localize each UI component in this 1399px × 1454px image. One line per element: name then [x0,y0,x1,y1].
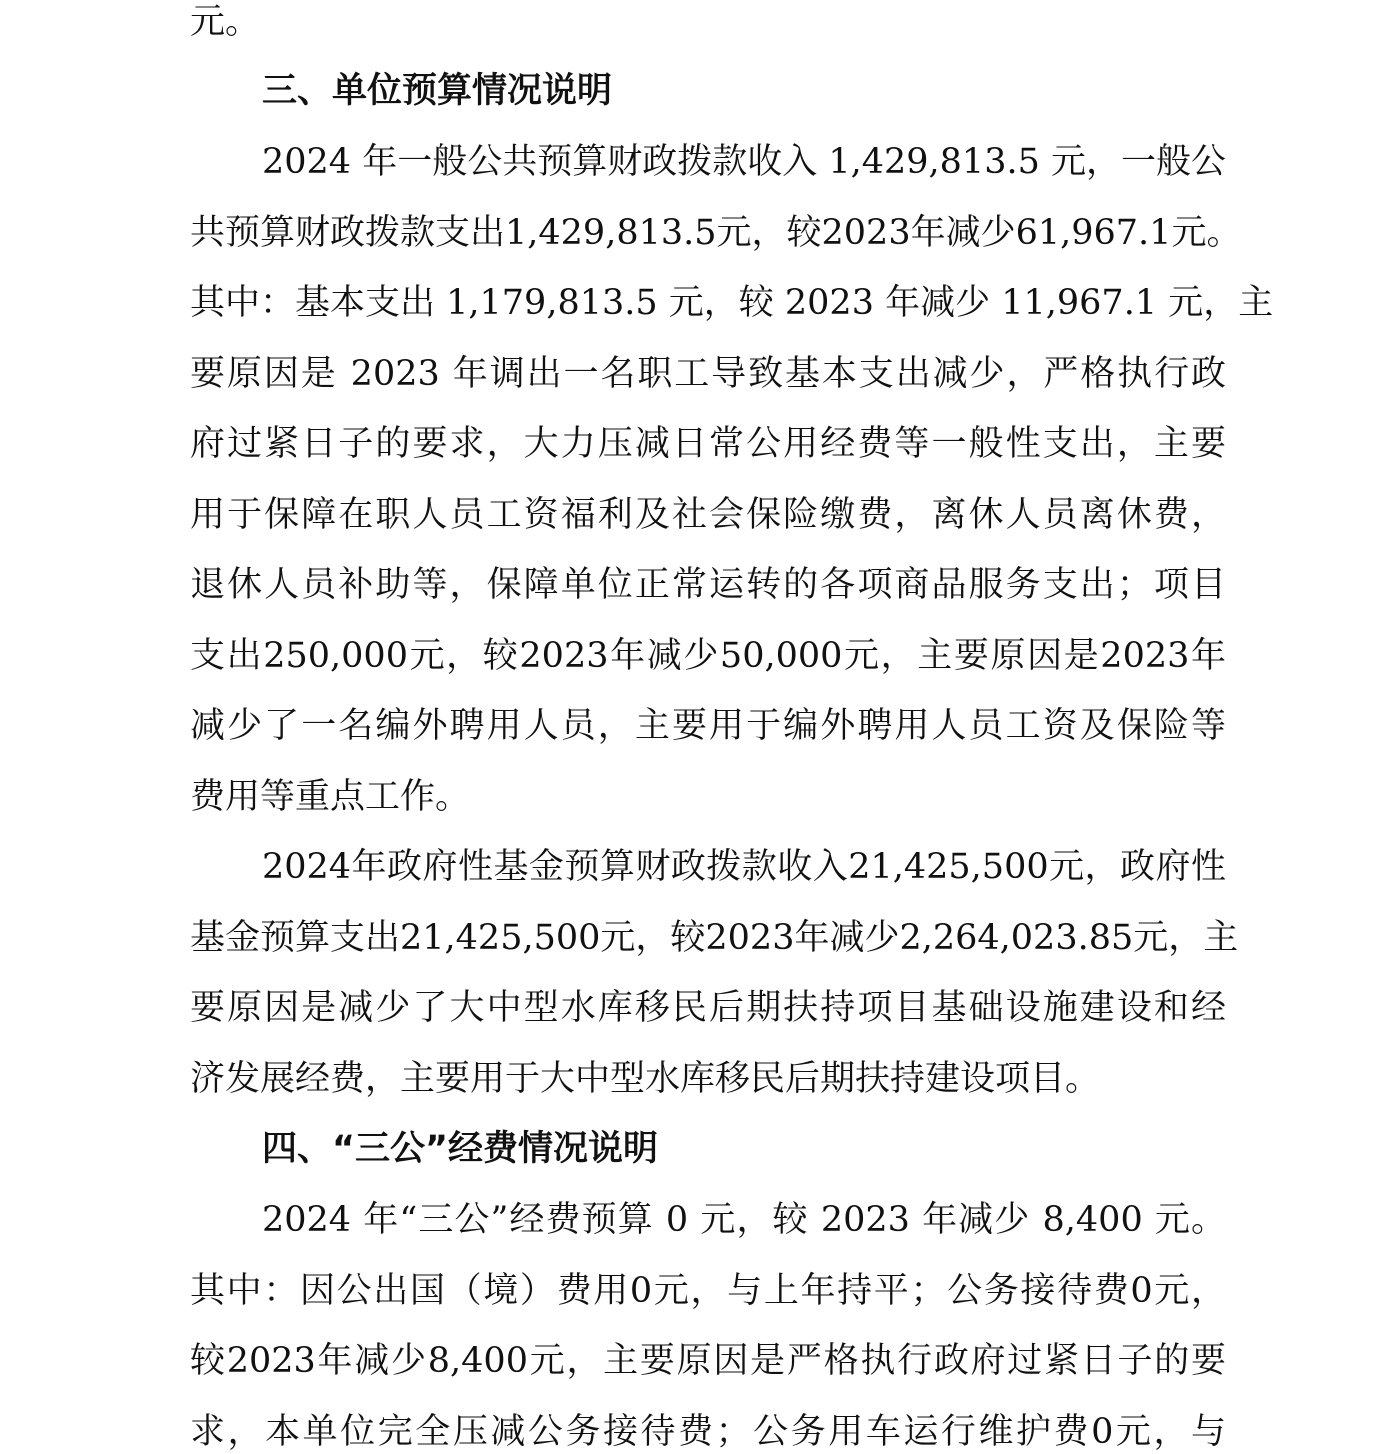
section-heading-unit-budget: 三、单位预算情况说明 [262,71,613,111]
paragraph-line: 2024年政府性基金预算财政拨款收入21,425,500元，政府性 [262,847,1226,887]
paragraph-line: 其中：基本支出 1,179,813.5 元，较 2023 年减少 11,967.1 元，主 [190,283,1274,323]
paragraph-line: 2024 年“三公”经费预算 0 元，较 2023 年减少 8,400 元。 [262,1200,1226,1240]
paragraph-line: 较2023年减少8,400元，主要原因是严格执行政府过紧日子的要 [190,1341,1226,1381]
paragraph-line: 费用等重点工作。 [190,777,471,817]
paragraph-line: 元。 [190,2,261,42]
paragraph-line: 要原因是减少了大中型水库移民后期扶持项目基础设施建设和经 [190,988,1226,1028]
paragraph-line: 共预算财政拨款支出1,429,813.5元，较2023年减少61,967.1元。 [190,213,1242,253]
paragraph-line: 用于保障在职人员工资福利及社会保险缴费，离休人员离休费， [190,495,1226,535]
paragraph-line: 退休人员补助等，保障单位正常运转的各项商品服务支出；项目 [190,565,1226,605]
paragraph-line: 要原因是 2023 年调出一名职工导致基本支出减少，严格执行政 [190,354,1226,394]
paragraph-line: 府过紧日子的要求，大力压减日常公用经费等一般性支出，主要 [190,424,1226,464]
paragraph-line: 支出250,000元，较2023年减少50,000元，主要原因是2023年 [190,636,1226,676]
section-heading-three-public-expenses: 四、“三公”经费情况说明 [262,1129,659,1169]
paragraph-line: 求，本单位完全压减公务接待费；公务用车运行维护费0元，与 [190,1412,1226,1452]
paragraph-line: 其中：因公出国（境）费用0元，与上年持平；公务接待费0元， [190,1271,1226,1311]
paragraph-line: 减少了一名编外聘用人员，主要用于编外聘用人员工资及保险等 [190,706,1226,746]
paragraph-line: 济发展经费，主要用于大中型水库移民后期扶持建设项目。 [190,1059,1101,1099]
paragraph-line: 2024 年一般公共预算财政拨款收入 1,429,813.5 元，一般公 [262,142,1226,182]
paragraph-line: 基金预算支出21,425,500元，较2023年减少2,264,023.85元，主 [190,918,1239,958]
